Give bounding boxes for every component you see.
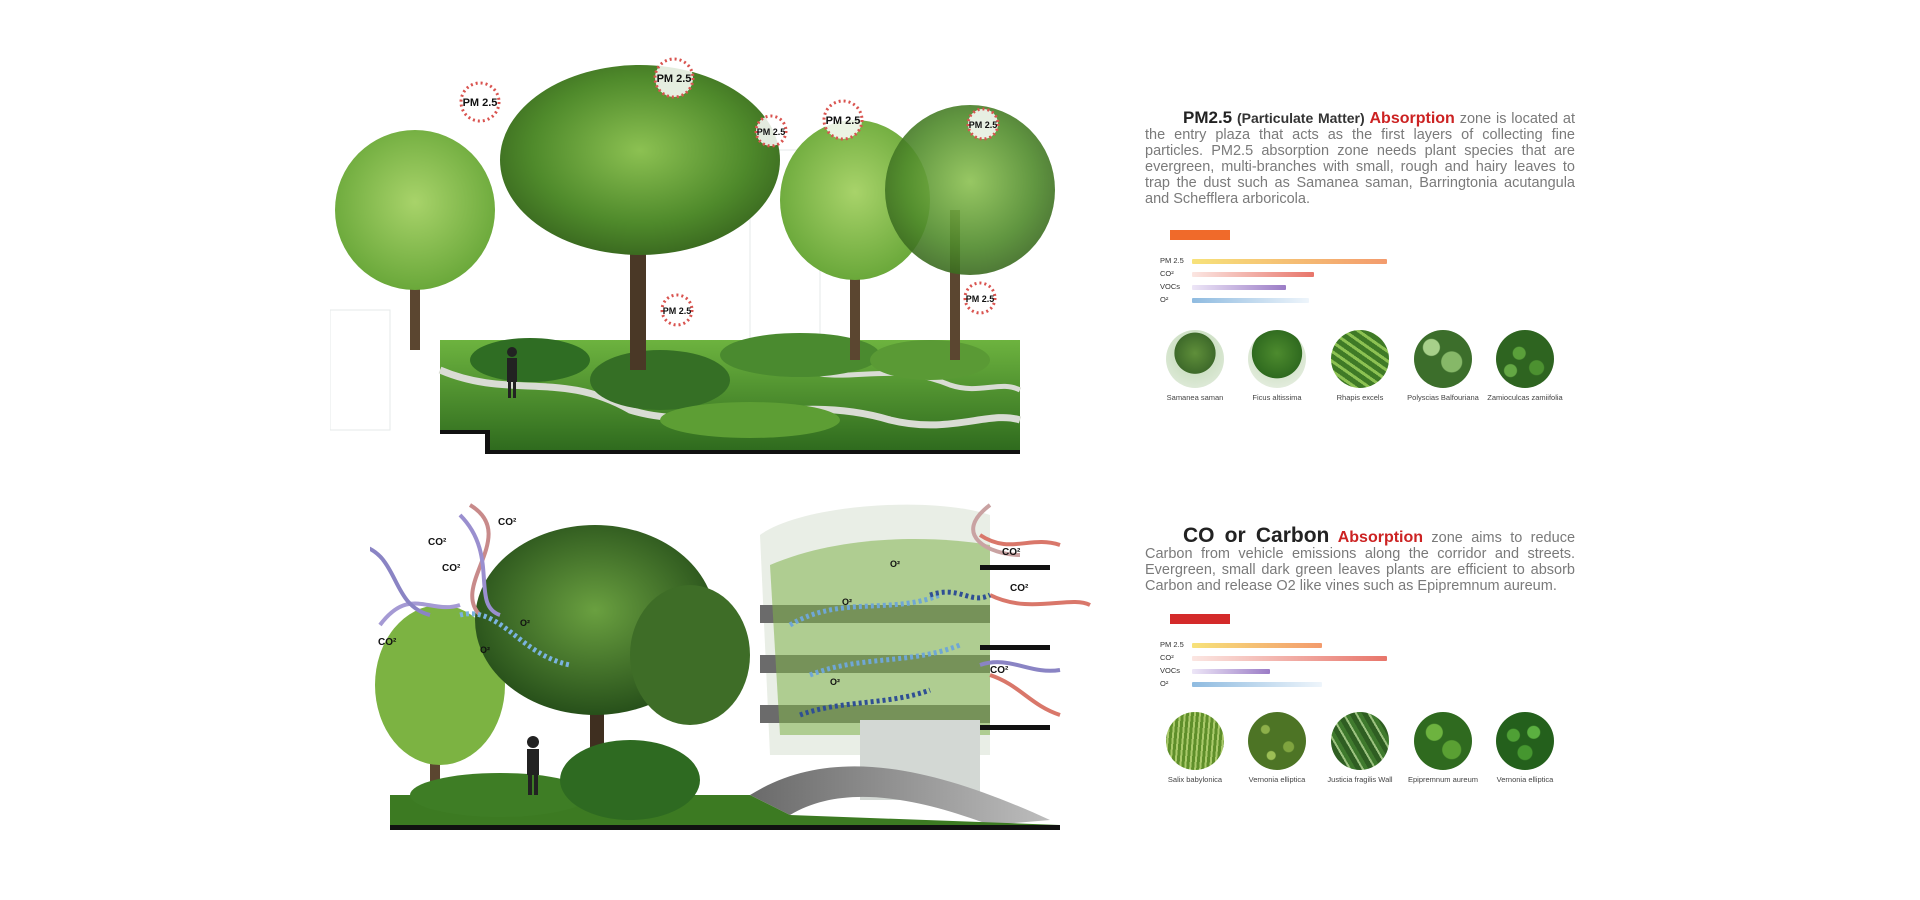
o2-label: O² — [480, 645, 490, 655]
bar-label: CO² — [1160, 653, 1174, 662]
co2-label: CO² — [442, 563, 461, 574]
vine-icon — [1248, 712, 1306, 770]
leaf-icon — [1414, 712, 1472, 770]
pm25-marker — [824, 101, 862, 139]
o2-label: O² — [520, 618, 530, 628]
tree-icon — [1166, 330, 1224, 388]
o2-label: O² — [842, 597, 852, 607]
svg-text:PM 2.5: PM 2.5 — [462, 97, 498, 109]
plant-name: Ficus altissima — [1252, 393, 1302, 402]
vine-icon — [1496, 712, 1554, 770]
co-zone-description — [1145, 524, 1576, 594]
bar-row-co2 — [1160, 653, 1420, 666]
plant-name: Rhapis excels — [1336, 393, 1384, 402]
plant-card — [1480, 712, 1570, 784]
co-zone-bars — [1160, 640, 1420, 692]
plant-name: Vernonia elliptica — [1496, 775, 1554, 784]
bar-label: PM 2.5 — [1160, 640, 1184, 649]
bar-label: VOCs — [1160, 666, 1181, 675]
svg-text:PM 2.5: PM 2.5 — [662, 306, 692, 316]
plant-card — [1398, 712, 1488, 784]
bar-label: CO² — [1160, 269, 1174, 278]
plant-name: Samanea saman — [1166, 393, 1224, 402]
pm-zone-illustration — [330, 40, 1090, 460]
co2-bar — [1192, 656, 1387, 661]
pm25-marker — [655, 59, 693, 97]
trees — [375, 525, 750, 795]
plant-card — [1232, 330, 1322, 402]
svg-text:PM 2.5: PM 2.5 — [965, 294, 995, 304]
co-zone-title: CO or Carbon — [1183, 524, 1330, 547]
pm25-marker — [461, 83, 499, 121]
plant-name: Polyscias Balfouriana — [1407, 393, 1479, 402]
pm25-marker — [756, 116, 786, 146]
co-zone-scene — [370, 495, 1110, 830]
co2-label: CO² — [1010, 583, 1029, 594]
co-zone-color-swatch — [1170, 614, 1230, 624]
plant-name: Salix babylonica — [1167, 775, 1223, 784]
svg-text:PM 2.5: PM 2.5 — [656, 73, 692, 85]
pm-zone-body: zone is located at the entry plaza that acts as the first layers of collecting fine particles. PM2.5 absorption zone needs plant species that are evergreen, multi-branches with small, rough and hairy leaves to trap the dust such as Samanea saman, Barringtonia acutangula and Schefflera arboricola. — [1145, 111, 1576, 207]
co2-bar — [1192, 272, 1314, 277]
pm25-bar — [1192, 259, 1387, 264]
bar-label: O² — [1160, 679, 1169, 688]
palm-leaf-icon — [1331, 330, 1389, 388]
bar-row-o2 — [1160, 679, 1420, 692]
co-zone-plants — [1150, 712, 1570, 792]
pm-zone-description — [1145, 110, 1575, 207]
pm-zone-bars — [1160, 256, 1420, 308]
vocs-bar — [1192, 285, 1286, 290]
plant-name: Vernonia elliptica — [1248, 775, 1306, 784]
bar-label: O² — [1160, 295, 1169, 304]
co2-label: CO² — [1002, 547, 1021, 558]
plant-name: Zamioculcas zamiifolia — [1487, 393, 1563, 402]
plant-card — [1150, 330, 1240, 402]
leaf-icon — [1414, 330, 1472, 388]
pm25-bar — [1192, 643, 1322, 648]
plant-card — [1480, 330, 1570, 402]
plant-card — [1150, 712, 1240, 784]
bar-row-pm25 — [1160, 640, 1420, 653]
co2-label: CO² — [378, 637, 397, 648]
o2-label: O² — [830, 677, 840, 687]
pm-zone-highlight: Absorption — [1369, 110, 1455, 127]
o2-bar — [1192, 682, 1322, 687]
co-zone-illustration — [370, 495, 1110, 830]
svg-text:PM 2.5: PM 2.5 — [756, 127, 786, 137]
bar-row-vocs — [1160, 282, 1420, 295]
pm-zone-title: PM2.5 — [1183, 108, 1233, 127]
bar-label: VOCs — [1160, 282, 1181, 291]
pm25-marker — [662, 295, 692, 325]
pm25-marker — [965, 283, 995, 313]
pm-zone-scene — [330, 40, 1090, 460]
bar-label: PM 2.5 — [1160, 256, 1184, 265]
plant-card — [1315, 712, 1405, 784]
pm-zone-subtitle: (Particulate Matter) — [1237, 110, 1365, 126]
willow-icon — [1166, 712, 1224, 770]
co2-label: CO² — [990, 665, 1009, 676]
svg-text:PM 2.5: PM 2.5 — [825, 115, 861, 127]
pm-zone-color-swatch — [1170, 230, 1230, 240]
trees — [335, 65, 1055, 370]
plant-card — [1315, 330, 1405, 402]
plant-name: Justicia fragilis Wall — [1327, 775, 1393, 784]
bar-row-co2 — [1160, 269, 1420, 282]
bar-row-pm25 — [1160, 256, 1420, 269]
co-zone-highlight: Absorption — [1337, 529, 1424, 546]
leaf-icon — [1331, 712, 1389, 770]
pm25-marker — [968, 109, 998, 139]
plant-card — [1398, 330, 1488, 402]
leaf-icon — [1496, 330, 1554, 388]
plant-name: Epipremnum aureum — [1407, 775, 1479, 784]
bar-row-o2 — [1160, 295, 1420, 308]
pm-zone-panel — [1145, 110, 1575, 207]
o2-label: O² — [890, 559, 900, 569]
co-zone-panel — [1145, 524, 1576, 594]
co2-label: CO² — [428, 537, 447, 548]
shrub — [560, 740, 700, 820]
co-zone-body: zone aims to reduce Carbon from vehicle emissions along the corridor and streets. Evergreen, small dark green leaves plants are efficient to absorb Carbon and release O2 like vines such as Epipremnum aureum. — [1145, 530, 1576, 594]
tree-icon — [1248, 330, 1306, 388]
svg-text:PM 2.5: PM 2.5 — [968, 120, 998, 130]
section-base-line — [390, 825, 1060, 830]
o2-bar — [1192, 298, 1309, 303]
co2-label: CO² — [498, 517, 517, 528]
plant-card — [1232, 712, 1322, 784]
vocs-bar — [1192, 669, 1270, 674]
bar-row-vocs — [1160, 666, 1420, 679]
pm-zone-plants — [1150, 330, 1570, 410]
